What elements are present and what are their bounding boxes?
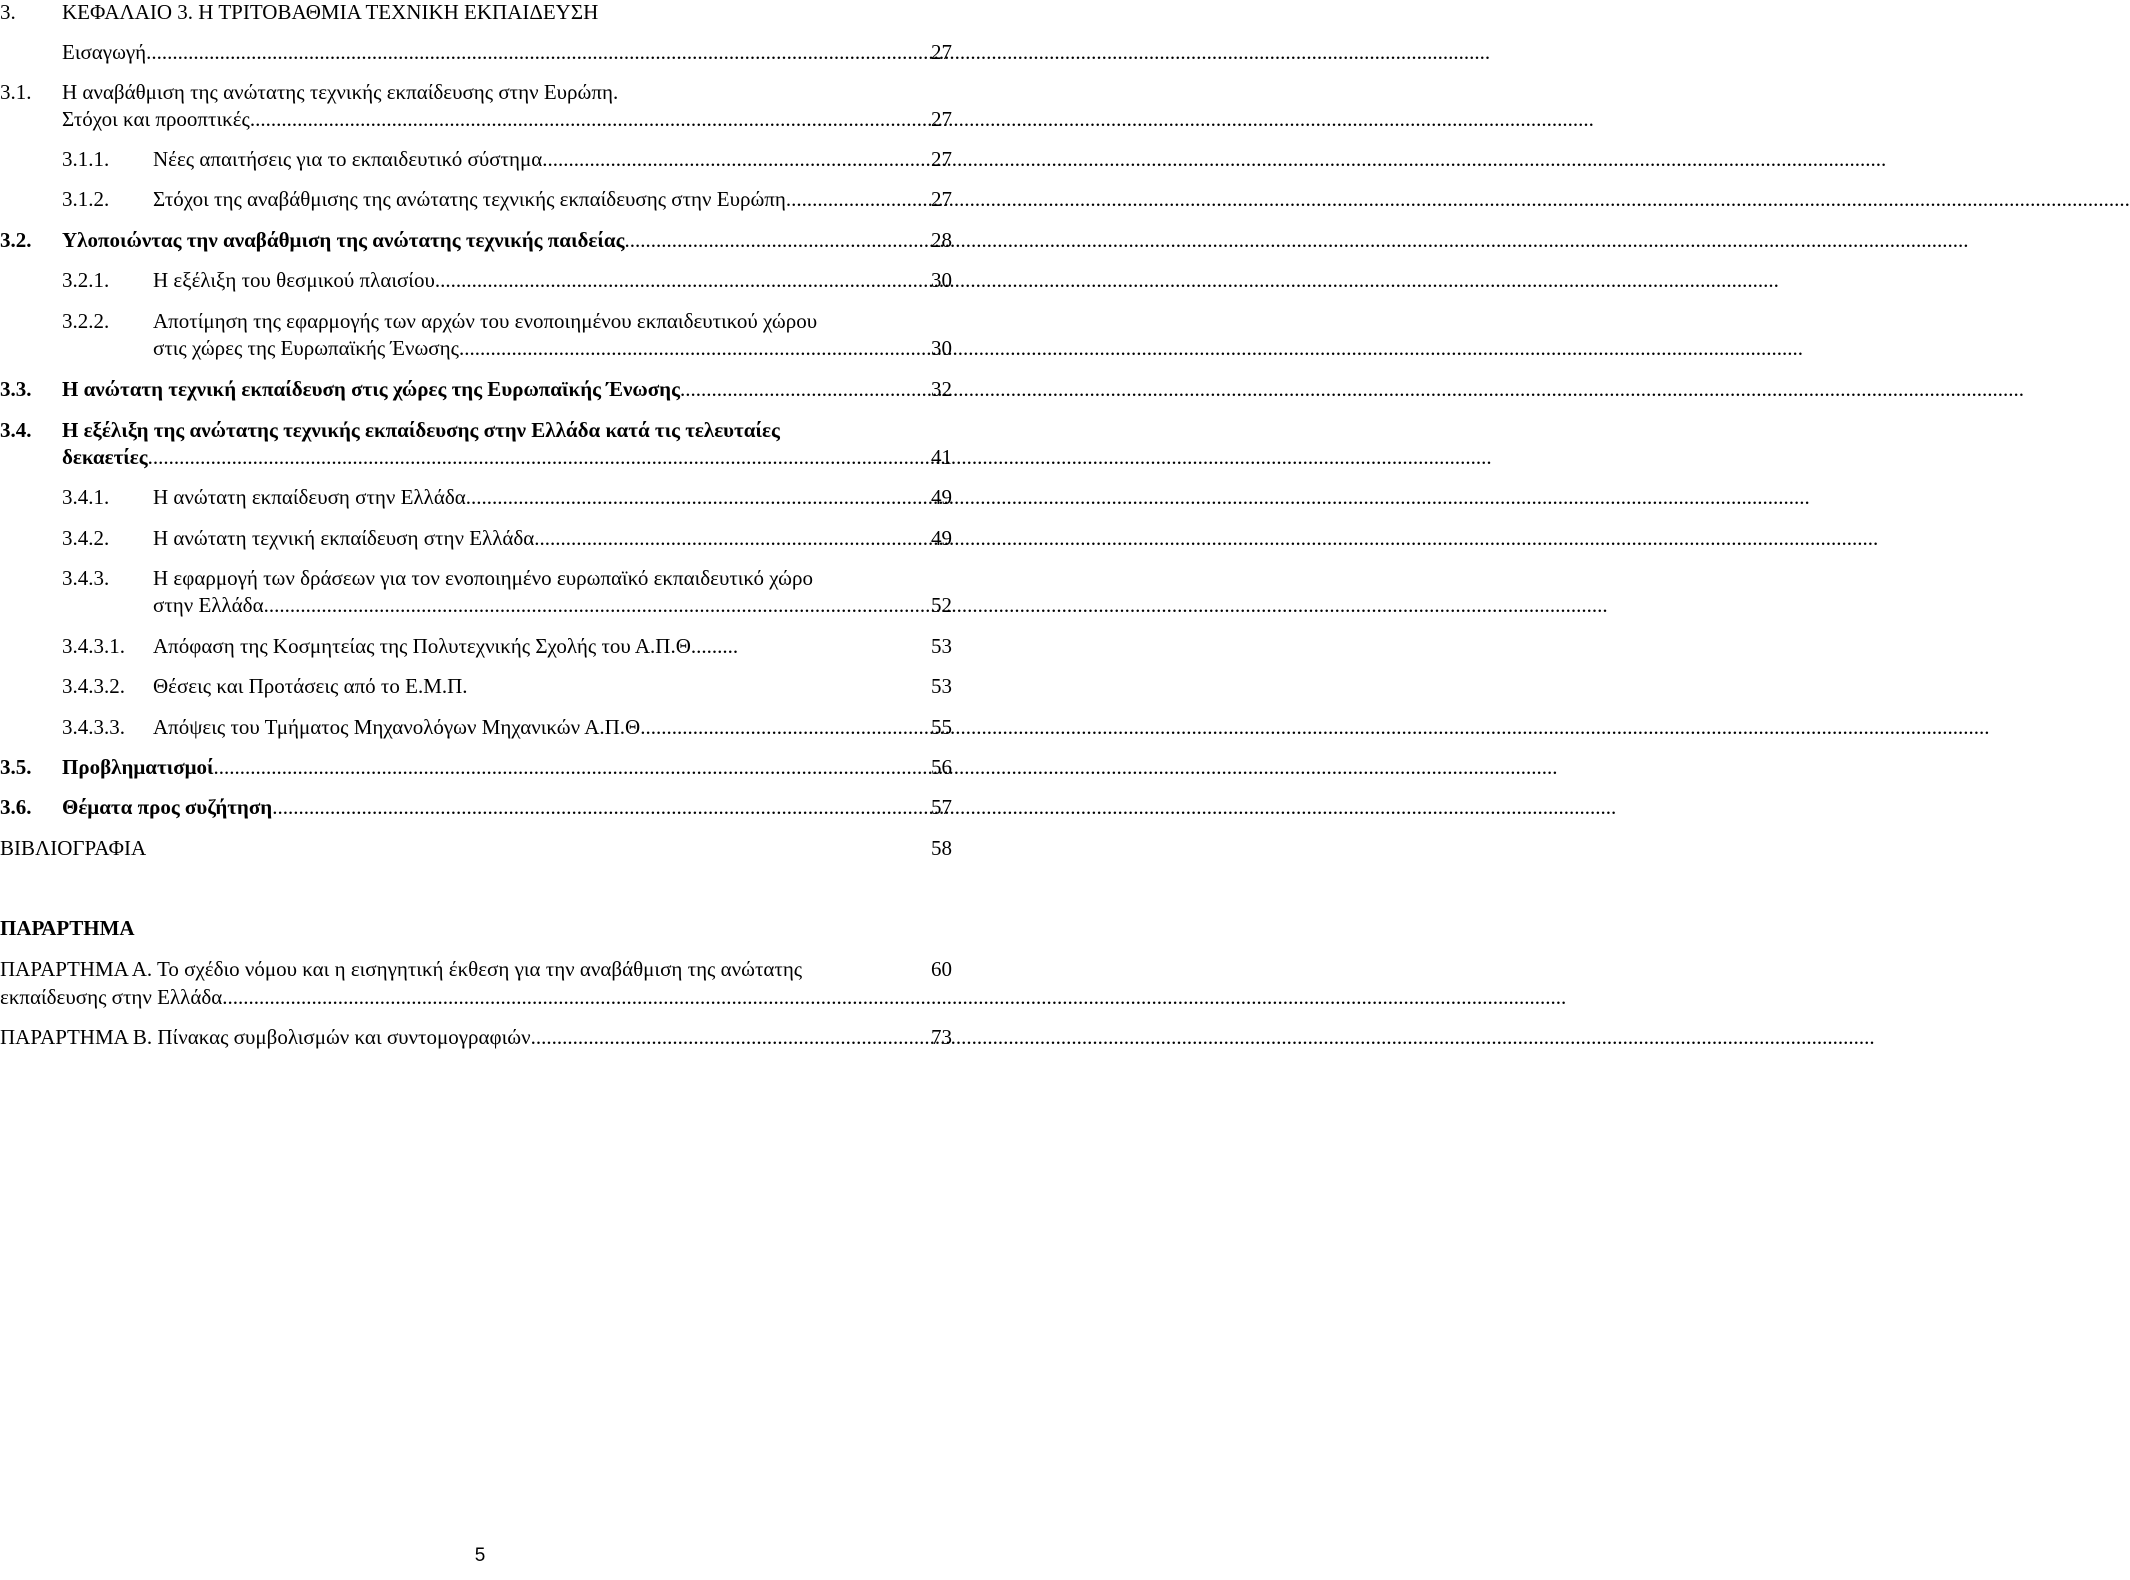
page-number: 5 xyxy=(474,1545,486,1566)
toc-title: ΠΑΡΑΡΤΗΜΑ xyxy=(0,916,135,940)
toc-title: δεκαετίες xyxy=(62,445,148,469)
toc-page-number: 27 xyxy=(931,187,952,211)
toc-title: Η εξέλιξη του θεσμικού πλαισίου xyxy=(153,268,435,292)
toc-leader-dots xyxy=(148,445,929,469)
toc-number: 3.3. xyxy=(0,377,32,401)
toc-title: Στόχοι της αναβάθμισης της ανώτατης τεχνικής εκπαίδευσης στην Ευρώπη xyxy=(153,187,786,211)
toc-leader-dots xyxy=(250,107,929,131)
toc-number: 3.5. xyxy=(0,755,32,779)
toc-leader-dots xyxy=(531,1025,929,1049)
toc-leader-dots xyxy=(264,593,929,617)
toc-page-number: 30 xyxy=(931,336,952,360)
toc-leader-dots xyxy=(534,526,929,550)
toc-leader-dots xyxy=(645,715,929,739)
toc-title: ΠΑΡΑΡΤΗΜΑ Β. Πίνακας συμβολισμών και συντομογραφιών xyxy=(0,1025,531,1049)
toc-number: 3.2.1. xyxy=(62,268,110,292)
toc-title: Η αναβάθμιση της ανώτατης τεχνικής εκπαίδευσης στην Ευρώπη. xyxy=(62,80,619,104)
toc-page-number: 55 xyxy=(931,715,952,739)
toc-page-number: 73 xyxy=(931,1025,952,1049)
toc-title: Εισαγωγή xyxy=(62,40,147,64)
toc-number: 3.1.2. xyxy=(62,187,110,211)
toc-page-number: 28 xyxy=(931,228,952,252)
toc-number: 3.2.2. xyxy=(62,309,110,333)
toc-title: Η εξέλιξη της ανώτατης τεχνικής εκπαίδευσης στην Ελλάδα κατά τις τελευταίες xyxy=(62,418,780,442)
toc-leader-dots xyxy=(214,755,929,779)
toc-page-number: 52 xyxy=(931,593,952,617)
toc-title: εκπαίδευσης στην Ελλάδα xyxy=(0,985,223,1009)
toc-leader-dots xyxy=(466,485,929,509)
toc-page-number: 41 xyxy=(931,445,952,469)
toc-page-number: 57 xyxy=(931,795,952,819)
toc-number: 3.4.3. xyxy=(62,566,110,590)
toc-leader-dots: ........ xyxy=(696,634,739,658)
toc-title: Θέματα προς συζήτηση xyxy=(62,795,273,819)
toc-number: 3.2. xyxy=(0,228,32,252)
toc-page-number: 49 xyxy=(931,526,952,550)
toc-leader-dots xyxy=(680,377,929,401)
toc-leader-dots xyxy=(786,187,929,211)
toc-number: 3. xyxy=(0,0,16,24)
toc-number: 3.4.3.2. xyxy=(62,674,125,698)
toc-leader-dots xyxy=(222,985,952,1009)
toc-leader-dots xyxy=(435,268,929,292)
toc-leader-dots xyxy=(459,336,929,360)
toc-title: ΚΕΦΑΛΑΙΟ 3. Η ΤΡΙΤΟΒΑΘΜΙΑ ΤΕΧΝΙΚΗ ΕΚΠΑΙΔΕΥΣΗ xyxy=(62,0,599,24)
toc-page-number: 27 xyxy=(931,107,952,131)
toc-page-number: 53 xyxy=(931,674,952,698)
toc-leader-dots xyxy=(542,147,929,171)
toc-title: Στόχοι και προοπτικές xyxy=(62,107,250,131)
toc-leader-dots xyxy=(624,228,929,252)
toc-number: 3.6. xyxy=(0,795,32,819)
toc-title: στις χώρες της Ευρωπαϊκής Ένωσης xyxy=(153,336,459,360)
toc-title: Η ανώτατη τεχνική εκπαίδευση στην Ελλάδα xyxy=(153,526,535,550)
toc-page-number: 27 xyxy=(931,147,952,171)
toc-page-number: 56 xyxy=(931,755,952,779)
toc-title: ΒΙΒΛΙΟΓΡΑΦΙΑ xyxy=(0,836,147,860)
toc-title: Θέσεις και Προτάσεις από το Ε.Μ.Π. xyxy=(153,674,468,698)
toc-title: Η ανώτατη τεχνική εκπαίδευση στις χώρες της Ευρωπαϊκής Ένωσης xyxy=(62,377,680,401)
toc-number: 3.4.1. xyxy=(62,485,110,509)
toc-title: Απόφαση της Κοσμητείας της Πολυτεχνικής Σχολής του Α.Π.Θ. xyxy=(153,634,697,658)
toc-title: Προβληματισμοί xyxy=(62,755,214,779)
toc-number: 3.4.2. xyxy=(62,526,110,550)
toc-page-number: 58 xyxy=(931,836,952,860)
toc-number: 3.1.1. xyxy=(62,147,110,171)
toc-title: Υλοποιώντας την αναβάθμιση της ανώτατης τεχνικής παιδείας xyxy=(62,228,625,252)
toc-page-number: 53 xyxy=(931,634,952,658)
toc-title: ΠΑΡΑΡΤΗΜΑ Α. Το σχέδιο νόμου και η εισηγητική έκθεση για την αναβάθμιση της ανώτατης xyxy=(0,957,803,981)
toc-number: 3.4.3.1. xyxy=(62,634,125,658)
toc-title: Η εφαρμογή των δράσεων για τον ενοποιημένο ευρωπαϊκό εκπαιδευτικό χώρο xyxy=(153,566,813,590)
toc-title: Αποτίμηση της εφαρμογής των αρχών του ενοποιημένου εκπαιδευτικού χώρου xyxy=(153,309,818,333)
toc-page-number: 49 xyxy=(931,485,952,509)
toc-title: στην Ελλάδα xyxy=(153,593,264,617)
toc-title: Η ανώτατη εκπαίδευση στην Ελλάδα xyxy=(153,485,466,509)
toc-number: 3.1. xyxy=(0,80,32,104)
toc-page-number: 32 xyxy=(931,377,952,401)
toc-page-number: 27 xyxy=(931,40,952,64)
toc-title: Απόψεις του Τμήματος Μηχανολόγων Μηχανικών Α.Π.Θ. xyxy=(153,715,646,739)
toc-number: 3.4.3.3. xyxy=(62,715,125,739)
toc-leader-dots xyxy=(272,795,929,819)
toc-title: Νέες απαιτήσεις για το εκπαιδευτικό σύστημα xyxy=(153,147,543,171)
toc-leader-dots xyxy=(146,40,929,64)
toc-page-number: 30 xyxy=(931,268,952,292)
toc-page-number: 60 xyxy=(931,957,952,981)
toc-number: 3.4. xyxy=(0,418,32,442)
